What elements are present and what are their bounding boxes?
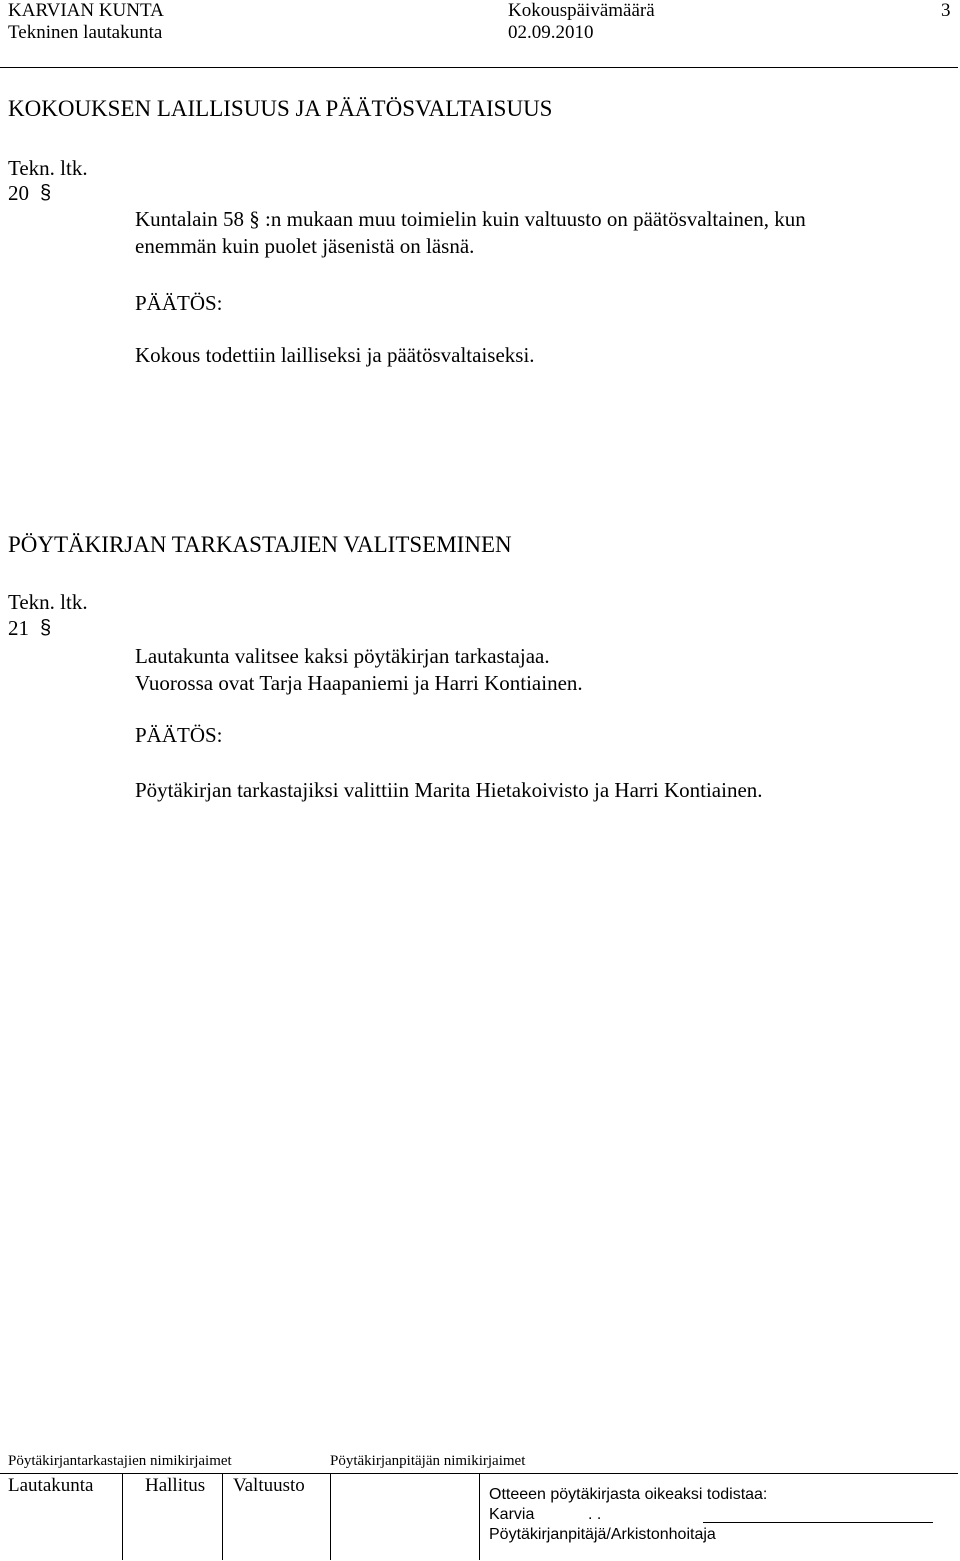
meeting-date-label: Kokouspäivämäärä [508,0,655,21]
column-lautakunta: Lautakunta [8,1475,94,1496]
checkers-initials-label: Pöytäkirjantarkastajien nimikirjaimet [8,1453,232,1469]
section-text-line: Vuorossa ovat Tarja Haapaniemi ja Harri Kontiainen. [135,671,583,695]
section-number: 20 [8,181,29,205]
footer-divider [479,1474,480,1560]
column-valtuusto: Valtuusto [233,1475,305,1496]
column-hallitus: Hallitus [145,1475,206,1496]
section-title: KOKOUKSEN LAILLISUUS JA PÄÄTÖSVALTAISUUS [8,96,553,121]
meeting-date: 02.09.2010 [508,22,594,43]
decision-label: PÄÄTÖS: [135,291,223,315]
paragraph-symbol: § [40,617,52,639]
section-ref-label: Tekn. ltk. [8,590,88,614]
decision-text: Kokous todettiin lailliseksi ja päätösvaltaiseksi. [135,343,535,367]
header-rule [0,67,958,68]
signature-line [703,1522,933,1523]
secretary-initials-label: Pöytäkirjanpitäjän nimikirjaimet [330,1453,526,1469]
signer-title: Pöytäkirjanpitäjä/Arkistonhoitaja [489,1526,716,1543]
decision-text: Pöytäkirjan tarkastajiksi valittiin Marita Hietakoivisto ja Harri Kontiainen. [135,778,763,802]
section-ref-label: Tekn. ltk. [8,156,88,180]
certify-text: Otteeen pöytäkirjasta oikeaksi todistaa: [489,1486,768,1503]
footer-divider [330,1474,331,1560]
certify-place: Karvia [489,1506,535,1523]
section-number: 21 [8,616,29,640]
page-number: 3 [941,0,951,21]
section-text-line: Kuntalain 58 § :n mukaan muu toimielin kuin valtuusto on päätösvaltainen, kun [135,207,806,231]
footer-divider [222,1474,223,1560]
footer-divider [122,1474,123,1560]
decision-label: PÄÄTÖS: [135,723,223,747]
certify-date-dots: . . [588,1506,602,1523]
org-name: KARVIAN KUNTA [8,0,164,21]
paragraph-symbol: § [40,182,52,204]
board-name: Tekninen lautakunta [8,22,163,43]
section-text-line: Lautakunta valitsee kaksi pöytäkirjan tarkastajaa. [135,644,550,668]
section-title: PÖYTÄKIRJAN TARKASTAJIEN VALITSEMINEN [8,532,512,557]
section-text-line: enemmän kuin puolet jäsenistä on läsnä. [135,234,475,258]
